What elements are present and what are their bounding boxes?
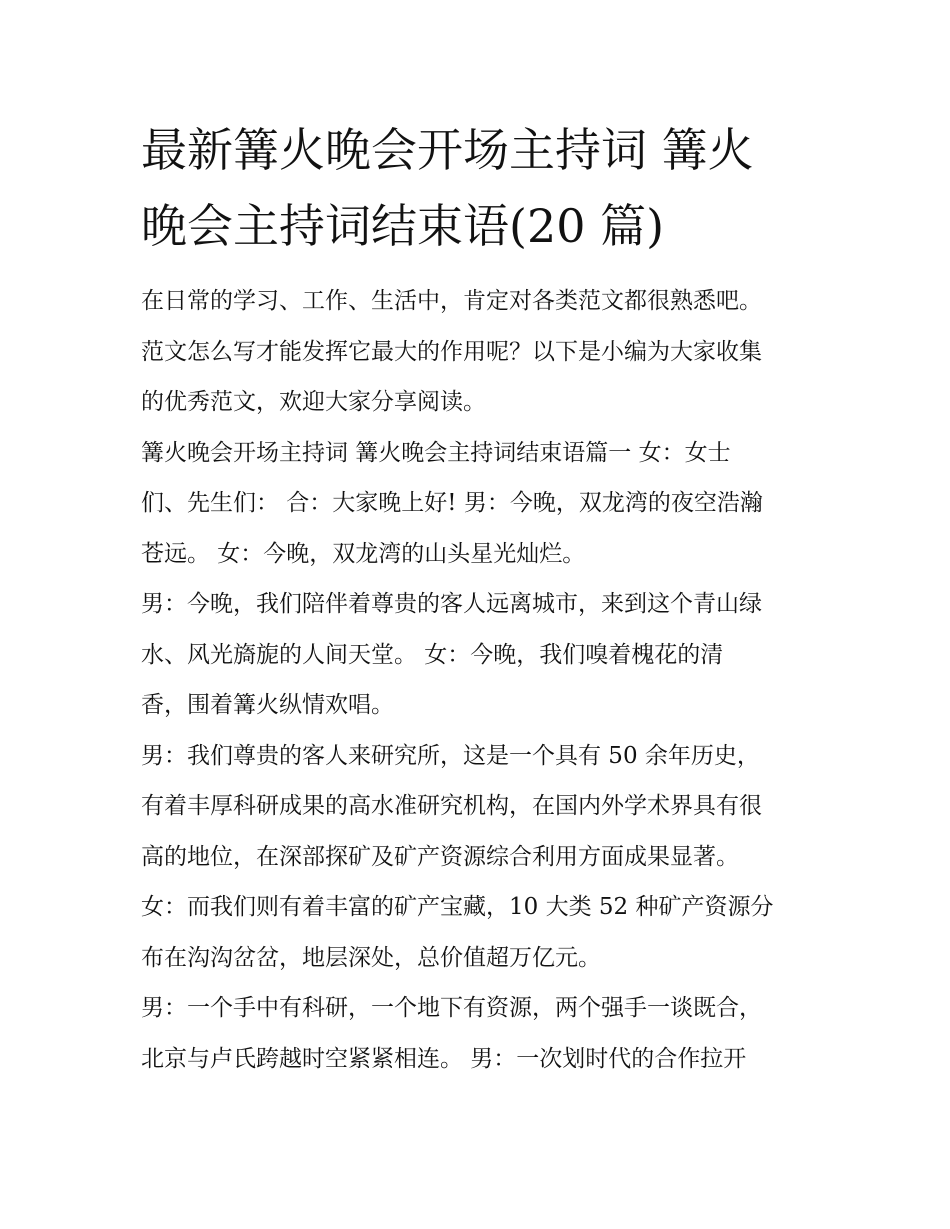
body-line: 在日常的学习、工作、生活中，肯定对各类范文都很熟悉吧。 (141, 288, 762, 314)
title-line-2: 晚会主持词结束语(20 篇) (141, 199, 665, 253)
title-line-1: 最新篝火晚会开场主持词 篝火 (141, 123, 754, 177)
body-line: 香，围着篝火纵情欢唱。 (141, 692, 394, 718)
document-body (141, 276, 831, 1084)
body-line: 男：今晚，我们陪伴着尊贵的客人远离城市，来到这个青山绿 (141, 591, 762, 617)
body-line: 高的地位，在深部探矿及矿产资源综合利用方面成果显著。 (141, 843, 739, 870)
body-line: 水、风光旖旎的人间天堂。 女：今晚，我们嗅着槐花的清 (141, 641, 724, 668)
body-line: 女：而我们则有着丰富的矿产宝藏，10 大类 52 种矿产资源分 (141, 894, 774, 920)
body-line: 布在沟沟岔岔，地层深处，总价值超万亿元。 (141, 944, 601, 971)
body-line: 有着丰厚科研成果的高水准研究机构，在国内外学术界具有很 (141, 793, 762, 819)
document-title (141, 112, 821, 264)
body-line: 的优秀范文，欢迎大家分享阅读。 (141, 389, 486, 415)
body-line: 篝火晚会开场主持词 篝火晚会主持词结束语篇一 女：女士 (141, 439, 731, 466)
body-line: 北京与卢氏跨越时空紧紧相连。 男：一次划时代的合作拉开 (141, 1045, 747, 1072)
body-line: 们、先生们： 合：大家晚上好! 男：今晚，双龙湾的夜空浩瀚 (141, 490, 763, 516)
body-line: 男：一个手中有科研，一个地下有资源，两个强手一谈既合， (141, 995, 762, 1021)
body-line: 苍远。 女：今晚，双龙湾的山头星光灿烂。 (141, 540, 586, 567)
body-line: 范文怎么写才能发挥它最大的作用呢？以下是小编为大家收集 (141, 338, 762, 365)
body-line: 男：我们尊贵的客人来研究所，这是一个具有 50 余年历史， (141, 742, 760, 769)
